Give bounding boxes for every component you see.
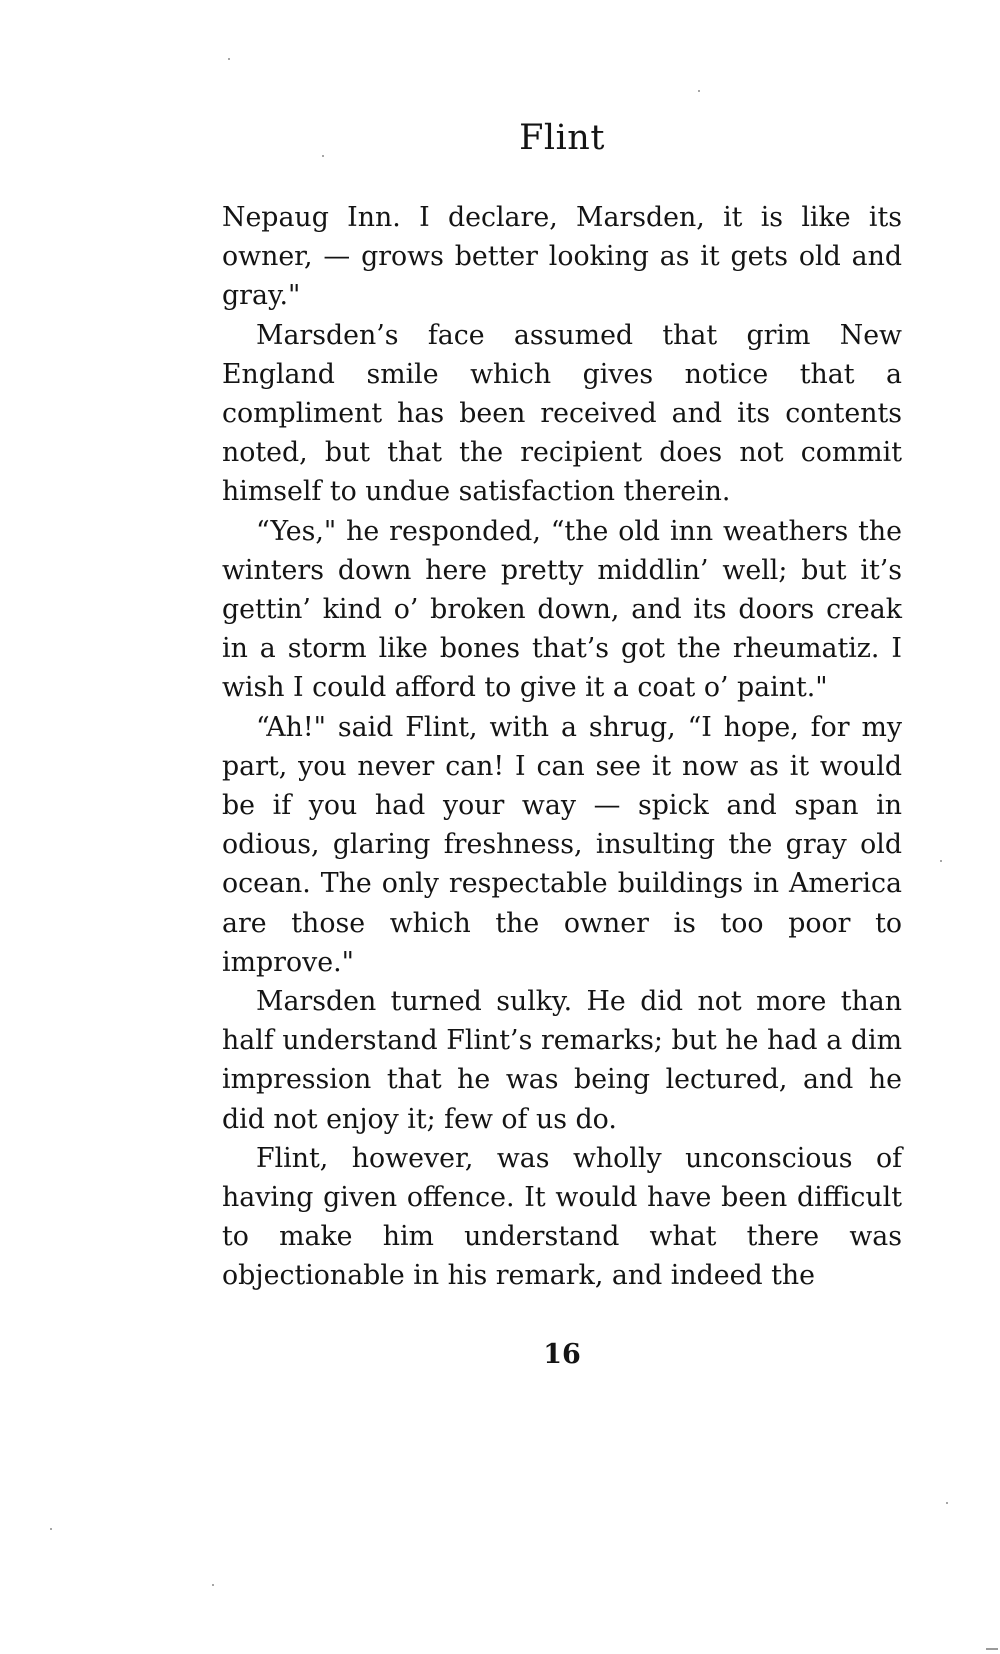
paper-speck — [940, 860, 942, 862]
paper-speck — [228, 58, 230, 60]
paragraph-continued: Nepaug Inn. I declare, Marsden, it is like its owner, — grows better looking as it gets old and gray." — [222, 202, 902, 312]
page-number: 16 — [543, 1339, 581, 1370]
paper-speck — [50, 1528, 52, 1530]
paper-speck — [212, 1584, 214, 1586]
paragraph: Marsden’s face assumed that grim New England smile which gives notice that a compliment has been received and its contents noted, but that the recipient does not commit himself to undue satisfaction therein. — [222, 319, 902, 508]
scan-edge-mark — [986, 1648, 998, 1650]
paper-speck — [322, 155, 324, 157]
body-text — [222, 198, 902, 1296]
paper-speck — [698, 90, 700, 92]
paper-speck — [946, 1502, 948, 1504]
paragraph: Marsden turned sulky. He did not more than half understand Flint’s remarks; but he had a dim impression that he was being lectured, and he did not enjoy it; few of us do. — [222, 986, 902, 1135]
running-head: Flint — [519, 118, 605, 158]
paragraph: “Ah!" said Flint, with a shrug, “I hope, for my part, you never can! I can see it now as it would be if you had your way — spick and span in odious, glaring freshness, insulting the gray old ocean. The only respectable buildings in America are those which the owner is too poor to improve." — [222, 711, 902, 978]
paragraph: Flint, however, was wholly unconscious of having given offence. It would have been difficult to make him understand what there was objectionable in his remark, and indeed the — [222, 1142, 902, 1292]
paragraph: “Yes," he responded, “the old inn weathers the winters down here pretty middlin’ well; but it’s gettin’ kind o’ broken down, and its doors creak in a storm like bones that’s got the rheumatiz. I wish I could afford to give it a coat o’ paint." — [222, 515, 902, 704]
